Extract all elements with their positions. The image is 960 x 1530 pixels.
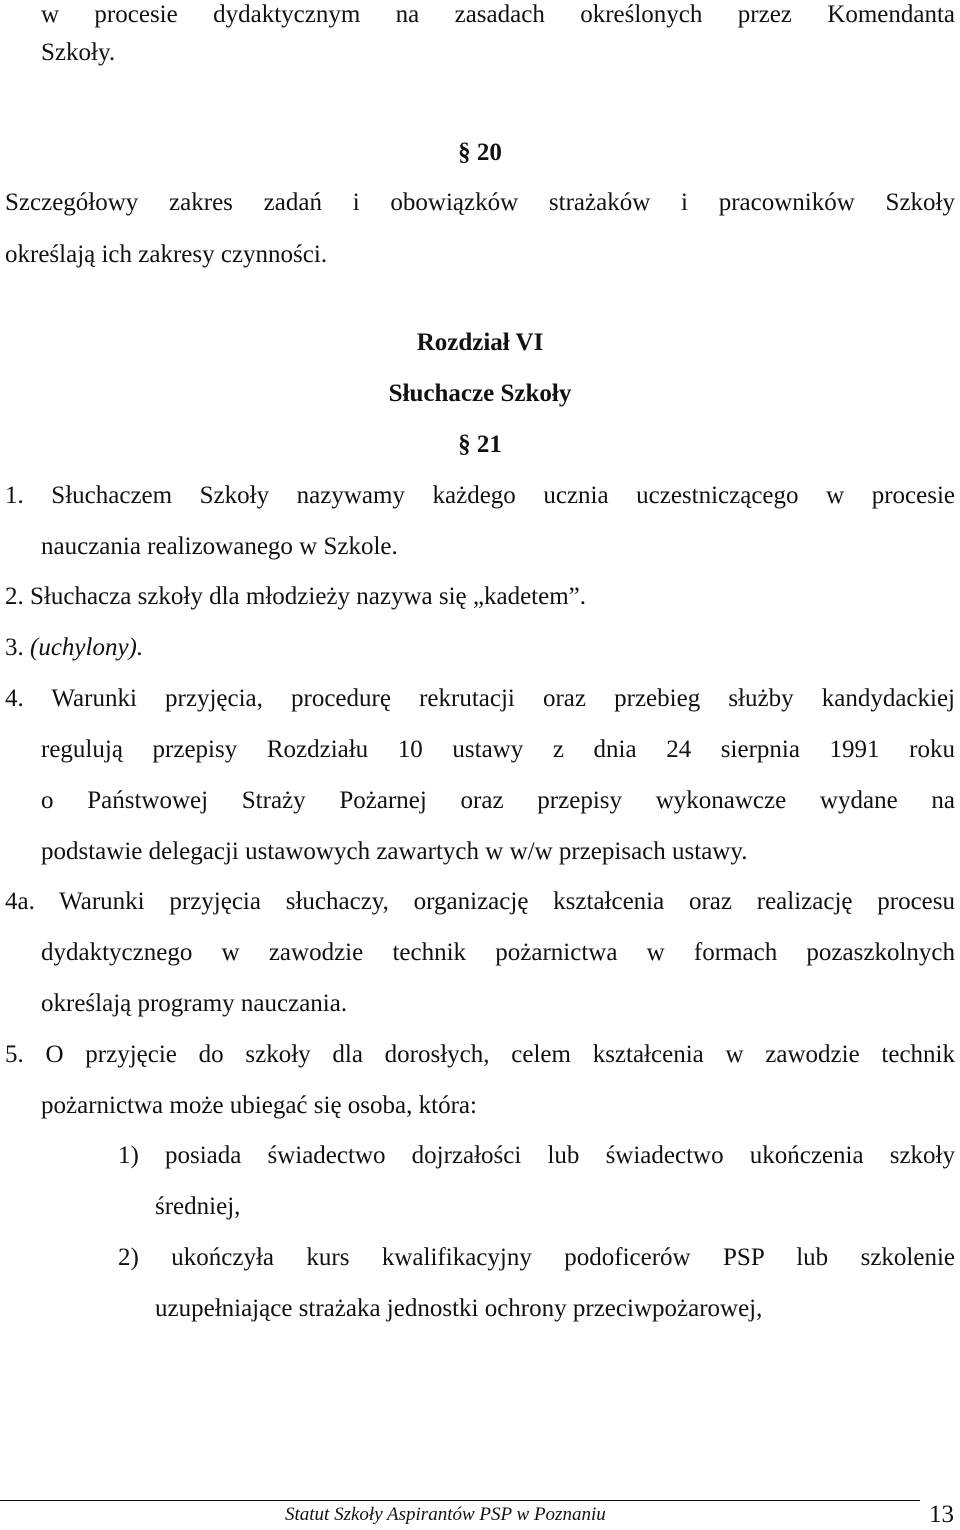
paragraph-line: Szczegółowy zakres zadań i obowiązków strażaków i pracowników Szkoły bbox=[5, 189, 955, 216]
sub-list-item: 1) posiada świadectwo dojrzałości lub świadectwo ukończenia szkoły bbox=[118, 1142, 955, 1169]
list-item: 4a. Warunki przyjęcia słuchaczy, organizację kształcenia oraz realizację procesu bbox=[5, 888, 955, 915]
page-number: 13 bbox=[929, 1501, 954, 1528]
list-item: 4. Warunki przyjęcia, procedurę rekrutacji oraz przebieg służby kandydackiej bbox=[5, 685, 955, 712]
paragraph-line: Szkoły. bbox=[41, 39, 116, 66]
list-item-continuation: o Państwowej Straży Pożarnej oraz przepisy wykonawcze wydane na bbox=[41, 787, 955, 814]
paragraph-line: określają ich zakresy czynności. bbox=[5, 241, 328, 268]
repealed-note: (uchylony). bbox=[30, 634, 144, 661]
list-item-number: 3. bbox=[5, 634, 24, 661]
list-item: 5. O przyjęcie do szkoły dla dorosłych, celem kształcenia w zawodzie technik bbox=[5, 1041, 955, 1068]
list-item-continuation: regulują przepisy Rozdziału 10 ustawy z dnia 24 sierpnia 1991 roku bbox=[41, 736, 955, 763]
footer-divider bbox=[0, 1500, 920, 1501]
list-item-continuation: określają programy nauczania. bbox=[41, 990, 348, 1017]
list-item-continuation: pożarnictwa może ubiegać się osoba, która: bbox=[41, 1092, 477, 1119]
chapter-subtitle: Słuchacze Szkoły bbox=[388, 380, 572, 407]
footer-title: Statut Szkoły Aspirantów PSP w Poznaniu bbox=[285, 1504, 606, 1525]
list-item bbox=[5, 633, 143, 663]
section-heading: § 21 bbox=[458, 431, 502, 458]
list-item-continuation: podstawie delegacji ustawowych zawartych w w/w przepisach ustawy. bbox=[41, 838, 748, 865]
paragraph-line: w procesie dydaktycznym na zasadach określonych przez Komendanta bbox=[41, 1, 955, 28]
sub-list-item: 2) ukończyła kurs kwalifikacyjny podoficerów PSP lub szkolenie bbox=[118, 1244, 955, 1271]
list-item: 2. Słuchacza szkoły dla młodzieży nazywa się „kadetem”. bbox=[5, 583, 587, 610]
list-item: 1. Słuchaczem Szkoły nazywamy każdego ucznia uczestniczącego w procesie bbox=[5, 482, 955, 509]
section-heading: § 20 bbox=[458, 139, 502, 166]
list-item-continuation: dydaktycznego w zawodzie technik pożarnictwa w formach pozaszkolnych bbox=[41, 939, 955, 966]
sub-list-item-continuation: średniej, bbox=[155, 1193, 241, 1220]
sub-list-item-continuation: uzupełniające strażaka jednostki ochrony przeciwpożarowej, bbox=[155, 1295, 763, 1322]
chapter-title: Rozdział VI bbox=[416, 329, 544, 356]
list-item-continuation: nauczania realizowanego w Szkole. bbox=[41, 533, 398, 560]
